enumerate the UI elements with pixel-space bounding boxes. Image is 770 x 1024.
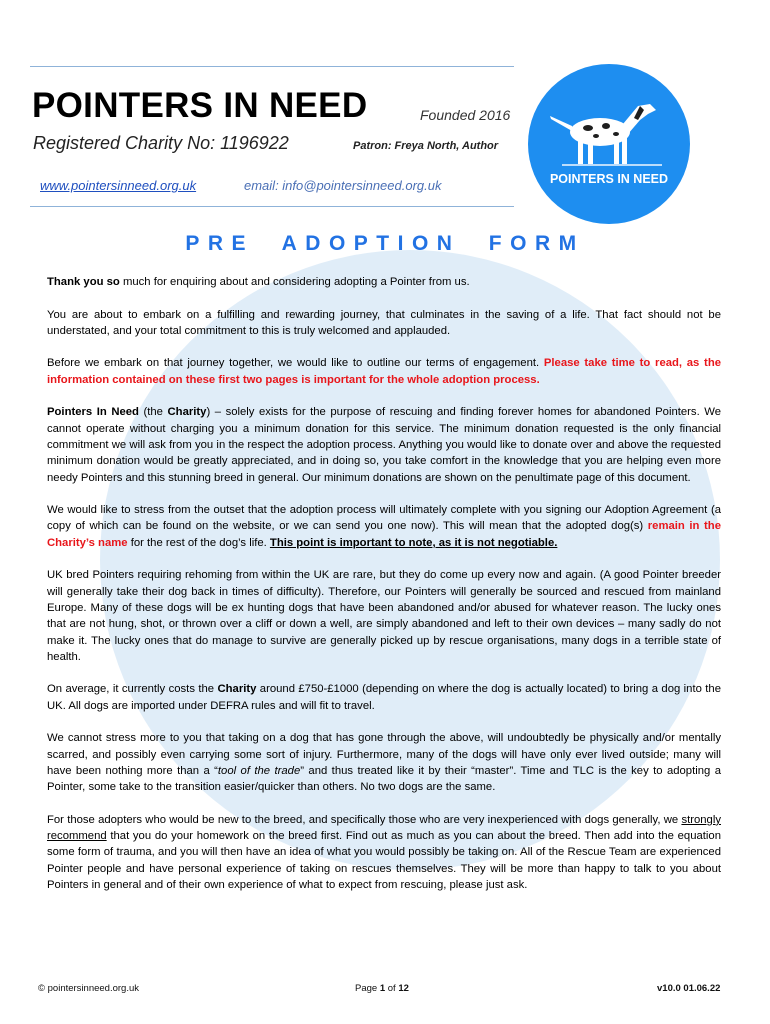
org-name: POINTERS IN NEED (32, 86, 368, 125)
logo-text: POINTERS IN NEED (549, 172, 669, 186)
paragraph-journey: You are about to embark on a fulfilling and rewarding journey, that culminates in the saving of a life. That fact should not be understated, and your total commitment to this is truly welcomed and applauded. (47, 308, 721, 337)
footer-page-number: Page 1 of 12 (355, 983, 409, 994)
charity-number: Registered Charity No: 1196922 (33, 133, 289, 153)
pointer-dog-icon (528, 64, 690, 224)
paragraph-costs: On average, it currently costs the Charity around £750-£1000 (depending on where the dog is actually located) to bring a dog into the UK. All dogs are imported under DEFRA rules and will fit to travel. (47, 683, 721, 712)
org-logo (528, 64, 690, 224)
website-link[interactable]: www.pointersinneed.org.uk (40, 178, 197, 193)
header-bottom-divider (30, 206, 514, 207)
paragraph-uk-bred: UK bred Pointers requiring rehoming from within the UK are rare, but they do come up every now and again. (A good Pointer breeder will generally take their dog back in times of difficulty). Therefore, our Pointers will generally be sourced and rescued from mainland Europe. Many of these dogs will be ex hunting dogs that have been abandoned and/or abused for whatever reason. The lucky ones that are not hung, shot, or thrown over a cliff or down a well, are simply abandoned and left to their own devices – many sadly do not make it. The lucky ones that do manage to survive are generally picked up by rescue organisations, many dogs in a terrible state of health. (47, 569, 721, 663)
footer-copyright: © pointersinneed.org.uk (38, 983, 140, 994)
document-body (47, 274, 721, 910)
header-top-divider (30, 66, 514, 67)
footer-version: v10.0 01.06.22 (657, 983, 721, 994)
email-address[interactable]: email: info@pointersinneed.org.uk (244, 178, 442, 193)
paragraph-new-adopters: For those adopters who would be new to the breed, and specifically those who are very inexperienced with dogs generally, we strongly recommend that you do your homework on the breed first. Find out as much as you can about the breed. Then add into the equation some form of trauma, and you will then have an idea of what you would possibly be taking on. All of the Rescue Team are experienced Pointer people and have personal experience of taking on rescues themselves. They will be more than happy to talk to you about Pointers in general and of their own experience of what to expect from rescuing, please just ask. (47, 813, 721, 891)
page-title: PRE ADOPTION FORM (185, 232, 585, 255)
paragraph-scarred: We cannot stress more to you that taking on a dog that has gone through the above, will undoubtedly be physically and/or mentally scarred, and possibly even carrying some sort of injury. Furthermore, many of the dogs will have only ever lived outside; many will have been nothing more than a “tool of the trade” and thus treated like it by their “master”. Time and TLC is the key to adopting a Pointer, some take to the transition easier/quicker than others. No two dogs are the same. (47, 732, 721, 794)
patron: Patron: Freya North, Author (353, 140, 499, 152)
paragraph-thanks: Thank you so much for enquiring about and considering adopting a Pointer from us. (47, 276, 470, 288)
paragraph-adoption-agreement: We would like to stress from the outset that the adoption process will ultimately complete with you signing our Adoption Agreement (a copy of which can be found on the website, or we can send you one now). This will mean that the adopted dog(s) remain in the Charity’s name for the rest of the dog’s life. This point is important to note, as it is not negotiable. (47, 504, 721, 549)
paragraph-terms: Before we embark on that journey together, we would like to outline our terms of engagement. Please take time to read, as the information contained on these first two pages is important for the whole adoption process. (47, 357, 721, 386)
founded-year: Founded 2016 (420, 107, 511, 123)
paragraph-charity: Pointers In Need (the Charity) – solely exists for the purpose of rescuing and finding forever homes for abandoned Pointers. We cannot operate without charging you a minimum donation for this service. The minimum donation requested is the only financial commitment we will ask from you in the respect the adoption process. Anything you would like to donate over and above the requested minimum donation would be greatly appreciated, and in doing so, you take comfort in the knowledge that you are helping even more needy Pointers and this stunning breed in general. Our minimum donations are shown on the penultimate page of this document. (47, 406, 721, 484)
